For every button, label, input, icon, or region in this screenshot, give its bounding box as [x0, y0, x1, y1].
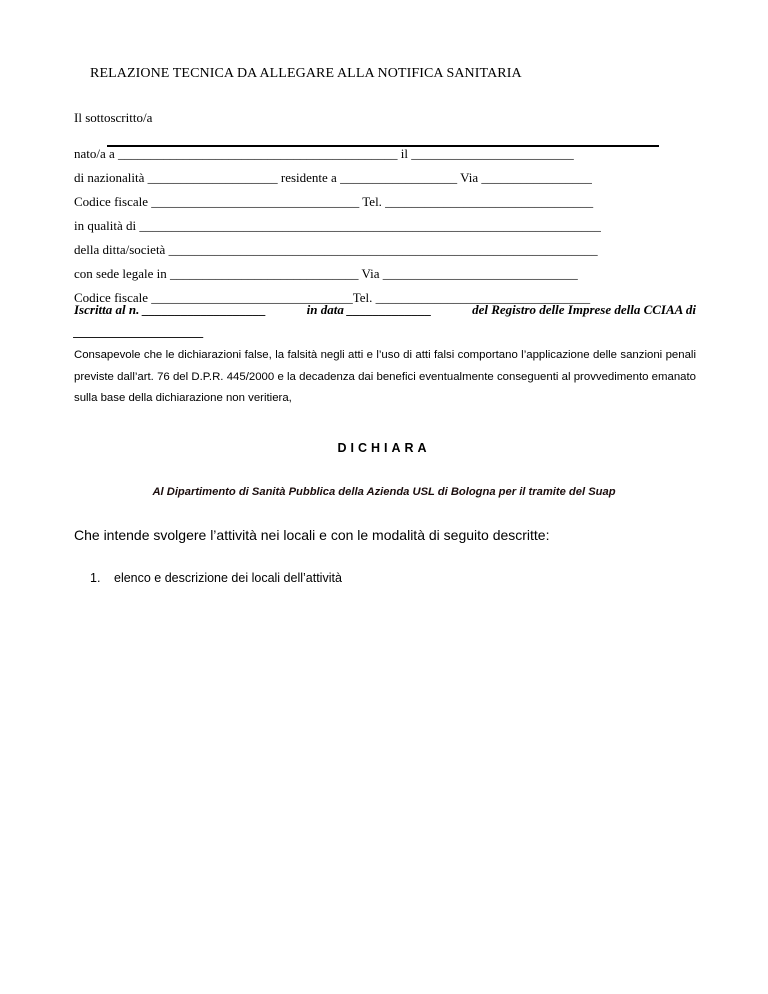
form-line-sottoscritto: Il sottoscritto/a: [74, 110, 153, 125]
list-item-number: 1.: [90, 571, 101, 585]
registration-line: [74, 302, 696, 318]
form-line-qualita: in qualità di _______________________________________________________________________: [74, 218, 601, 233]
registration-chamber: del Registro delle Imprese della CCIAA di: [472, 302, 696, 317]
form-line-sede-legale: con sede legale in _____________________________ Via ______________________________: [74, 266, 578, 281]
form-line-ditta: della ditta/società __________________________________________________________________: [74, 242, 598, 257]
form-line-nazionalita: di nazionalità ____________________ residente a __________________ Via _________________: [74, 170, 592, 185]
form-line-codice-fiscale: Codice fiscale ________________________________ Tel. ________________________________: [74, 194, 594, 209]
section-heading: DICHIARA: [337, 441, 431, 455]
intent-statement: Che intende svolgere l’attività nei locali e con le modalità di seguito descritte:: [74, 527, 550, 543]
form-line-nato: nato/a a ___________________________________________ il _________________________: [74, 146, 574, 161]
registration-number: Iscritta al n. ___________________: [74, 302, 267, 317]
form-line-codice-fiscale-2: Codice fiscale _______________________________Tel. _________________________________: [74, 290, 591, 305]
list-item-text: elenco e descrizione dei locali dell’attività: [114, 571, 342, 585]
declaration-paragraph: Consapevole che le dichiarazioni false, la falsità negli atti e l’uso di atti falsi comportano l’applicazione delle sanzioni penali previste dall’art. 76 del D.P.R. 445/2000 e la decadenza dai benefici eventualmente conseguenti al provvedimento emanato sulla base della dichiarazione non veritiera,: [74, 349, 696, 404]
recipient-line: Al Dipartimento di Sanità Pubblica della Azienda USL di Bologna per il tramite del Suap: [152, 486, 616, 498]
document-title: RELAZIONE TECNICA DA ALLEGARE ALLA NOTIFICA SANITARIA: [90, 66, 522, 81]
list-item: [90, 571, 342, 585]
registration-date: in data _____________: [306, 302, 432, 317]
registration-continuation: ____________________: [74, 324, 204, 339]
